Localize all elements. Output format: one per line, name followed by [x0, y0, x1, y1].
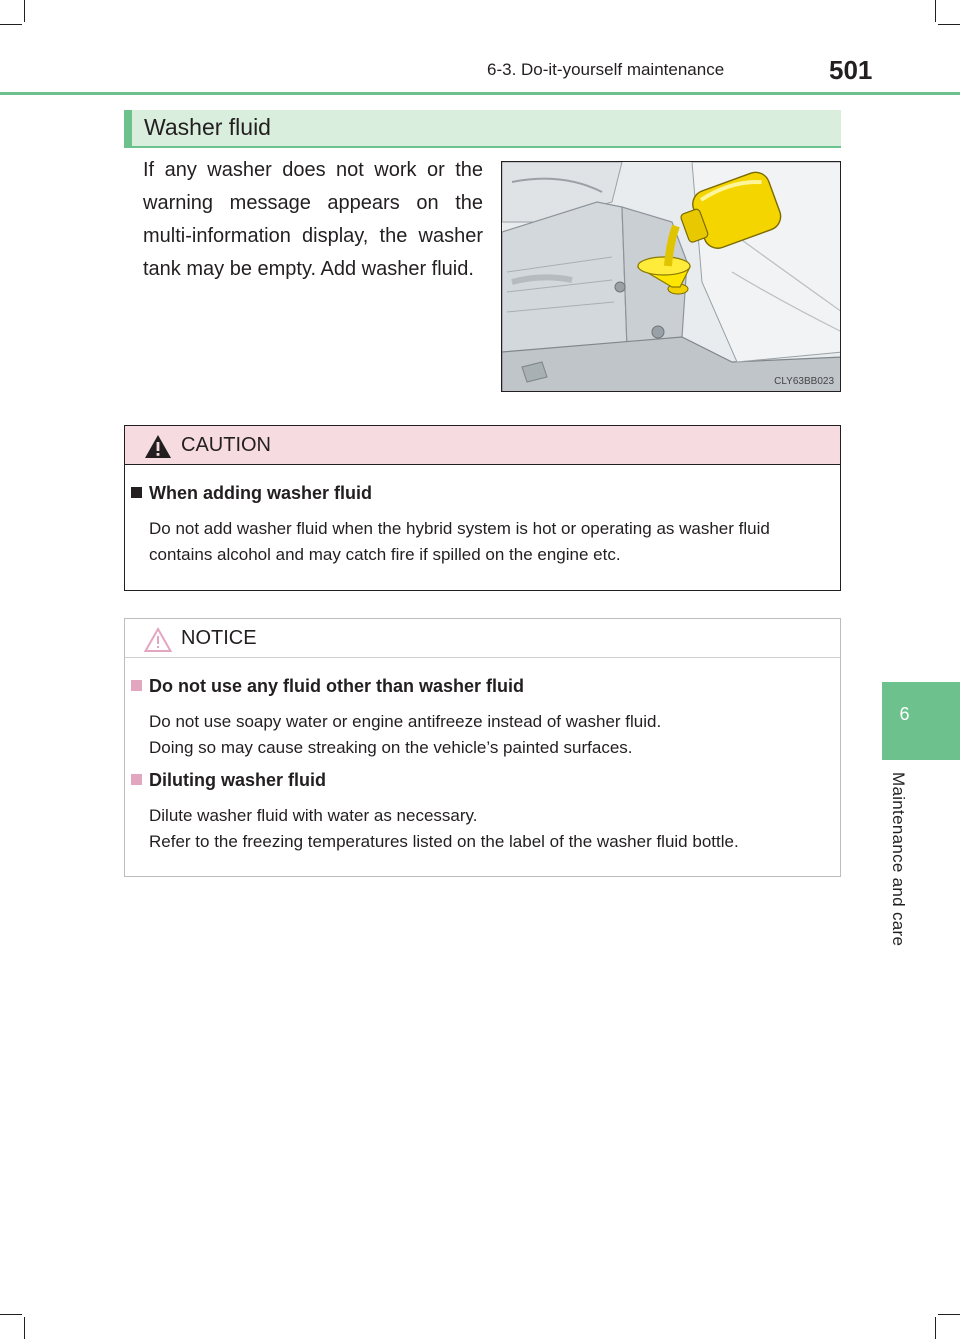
crop-mark-top-left-h [0, 24, 22, 25]
chapter-tab[interactable] [882, 682, 960, 760]
notice-text-line: Do not use soapy water or engine antifreeze instead of washer fluid. [149, 712, 662, 731]
notice-triangle-icon [143, 626, 173, 653]
notice-text-line: Dilute washer fluid with water as necessary. [149, 806, 478, 825]
square-bullet-icon [131, 774, 142, 785]
caution-text-line: contains alcohol and may catch fire if spilled on the engine etc. [149, 545, 621, 564]
caution-item-title: When adding washer fluid [131, 483, 372, 504]
crop-mark-bottom-left-h [0, 1314, 22, 1315]
figure-code: CLY63BB023 [774, 376, 834, 387]
crop-mark-bottom-left-v [24, 1317, 25, 1339]
chapter-label: Maintenance and care [889, 772, 908, 947]
crop-mark-top-right-v [935, 0, 936, 22]
caution-box [124, 425, 841, 591]
chapter-number: 6 [899, 704, 910, 724]
section-title: Washer fluid [144, 114, 271, 140]
square-bullet-icon [131, 680, 142, 691]
crop-mark-top-left-v [24, 0, 25, 22]
notice-item-title: Diluting washer fluid [131, 770, 326, 791]
intro-paragraph: If any washer does not work or the warning message appears on the multi-information display, the washer tank may be empty. Add washer fluid. [143, 159, 483, 280]
notice-item-body [149, 709, 839, 761]
notice-text-line: Refer to the freezing temperatures listed on the label of the washer fluid bottle. [149, 832, 739, 851]
caution-item-body [149, 516, 839, 568]
caution-text-line: Do not add washer fluid when the hybrid system is hot or operating as washer fluid [149, 519, 770, 538]
crop-mark-top-right-h [938, 24, 960, 25]
square-bullet-icon [131, 487, 142, 498]
notice-label: NOTICE [181, 627, 257, 649]
section-heading [124, 110, 841, 148]
section-header: 6-3. Do-it-yourself maintenance [487, 60, 725, 79]
header-rule [0, 92, 960, 95]
crop-mark-bottom-right-h [938, 1314, 960, 1315]
notice-text-line: Doing so may cause streaking on the vehicle’s painted surfaces. [149, 738, 633, 757]
notice-header [125, 619, 840, 658]
warning-triangle-icon [143, 433, 173, 460]
caution-label: CAUTION [181, 434, 271, 456]
notice-box [124, 618, 841, 877]
caution-header [125, 426, 840, 465]
notice-item-body [149, 803, 839, 855]
crop-mark-bottom-right-v [935, 1317, 936, 1339]
engine-bay-drawing [502, 162, 841, 392]
notice-item-title: Do not use any fluid other than washer fluid [131, 676, 524, 697]
page-number: 501 [829, 55, 873, 85]
washer-fluid-illustration [501, 161, 841, 392]
